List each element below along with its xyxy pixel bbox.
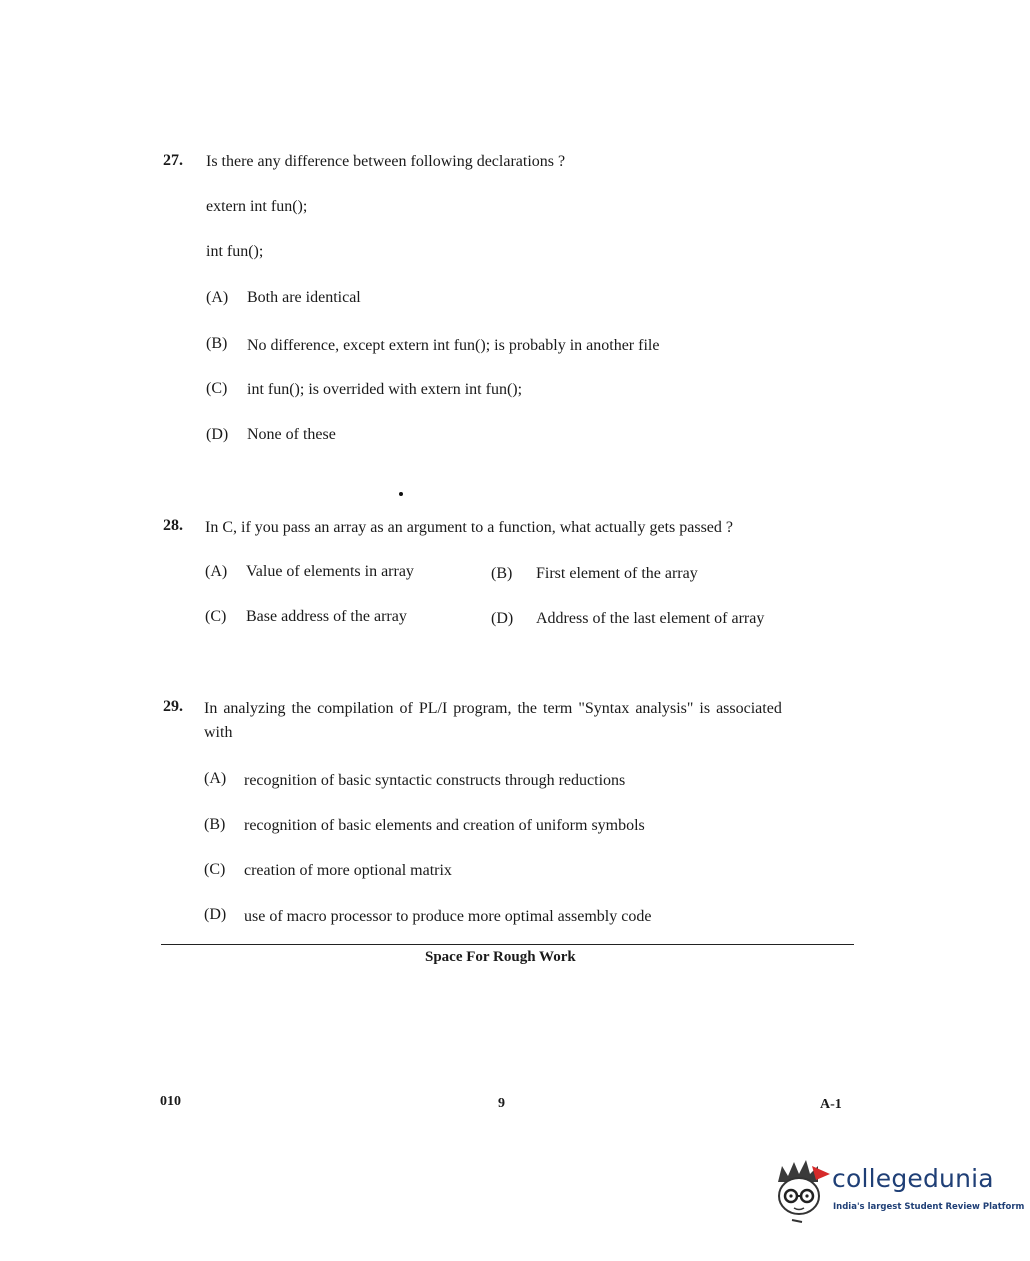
option-text: Value of elements in array [246, 563, 414, 580]
option-label: (A) [205, 563, 228, 580]
page-number: 9 [498, 1096, 505, 1111]
option-label: (B) [206, 335, 228, 352]
option-text: creation of more optional matrix [244, 862, 452, 879]
question-text: In analyzing the compilation of PL/I program, the term "Syntax analysis" is associated [204, 700, 782, 717]
option-text: No difference, except extern int fun(); is probably in another file [247, 337, 660, 354]
series-code: A-1 [820, 1097, 842, 1112]
question-number: 28. [163, 517, 183, 534]
code-line: extern int fun(); [206, 198, 308, 215]
option-label: (D) [206, 426, 229, 443]
ink-speck [399, 492, 403, 496]
option-label: (D) [204, 906, 227, 923]
option-label: (C) [204, 861, 226, 878]
question-text: Is there any difference between following declarations ? [206, 153, 566, 170]
option-text: int fun(); is overrided with extern int fun(); [247, 381, 523, 398]
option-text: Both are identical [247, 289, 361, 306]
option-label: (D) [491, 610, 514, 627]
option-label: (A) [206, 289, 229, 306]
option-text: None of these [247, 426, 336, 443]
option-text: use of macro processor to produce more optimal assembly code [244, 908, 652, 925]
option-text: recognition of basic syntactic constructs through reductions [244, 772, 626, 789]
option-label: (A) [204, 770, 227, 787]
option-text: recognition of basic elements and creation of uniform symbols [244, 817, 645, 834]
paper-code: 010 [160, 1094, 181, 1109]
option-label: (C) [205, 608, 227, 625]
question-number: 29. [163, 698, 183, 715]
rough-work-divider [161, 944, 854, 945]
rough-work-label: Space For Rough Work [425, 949, 576, 965]
mascot-icon [772, 1156, 834, 1226]
question-text: In C, if you pass an array as an argument to a function, what actually gets passed ? [205, 519, 733, 536]
question-text-continued: with [204, 724, 233, 741]
option-text: Address of the last element of array [536, 610, 765, 627]
collegedunia-logo [772, 1156, 1025, 1226]
question-number: 27. [163, 152, 183, 169]
code-line: int fun(); [206, 243, 264, 260]
option-text: Base address of the array [246, 608, 407, 625]
option-label: (B) [491, 565, 513, 582]
option-text: First element of the array [536, 565, 698, 582]
brand-name: collegedunia [832, 1164, 994, 1193]
option-label: (C) [206, 380, 228, 397]
brand-tagline: India's largest Student Review Platform [833, 1202, 1025, 1212]
option-label: (B) [204, 816, 226, 833]
